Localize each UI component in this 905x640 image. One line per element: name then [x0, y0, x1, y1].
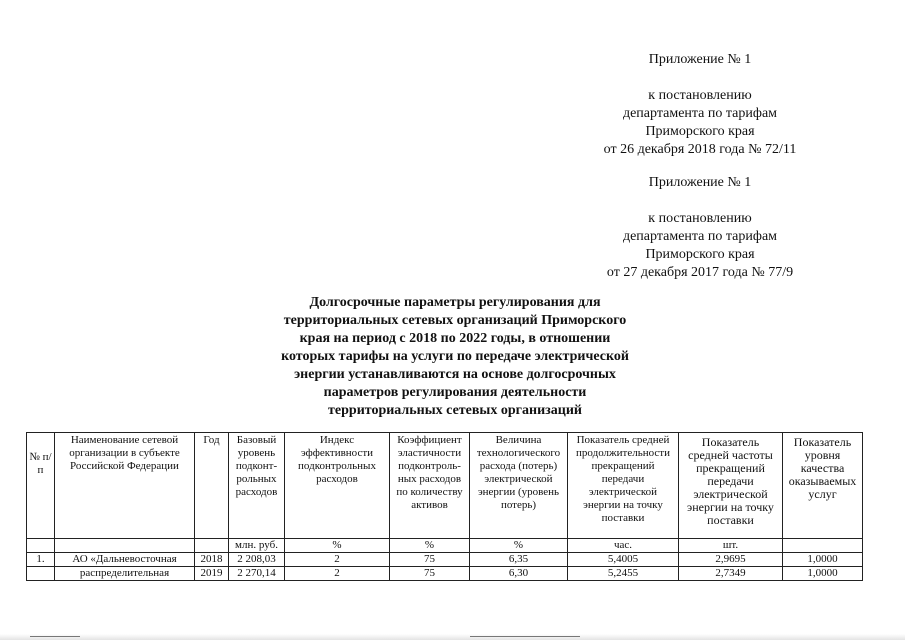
efficiency-index-cell: 2	[285, 553, 390, 567]
base-level-cell: 2 208,03	[229, 553, 285, 567]
table-row	[27, 553, 863, 567]
elasticity-cell: 75	[390, 553, 470, 567]
units-row	[27, 539, 863, 553]
appendix-line: департамента по тарифам	[622, 229, 778, 244]
appendix-heading: Приложение № 1	[648, 175, 752, 190]
quality-cell: 1,0000	[783, 553, 863, 567]
document-title	[250, 294, 660, 420]
year-cell: 2018	[195, 553, 229, 567]
unit-cell	[195, 539, 229, 553]
header-cell: Базовый уровень подконт-рольных расходов	[229, 433, 285, 539]
frequency-cell: 2,7349	[679, 567, 783, 581]
appendix-original-block	[590, 174, 810, 282]
organization-name: АО «Дальневосточная	[55, 553, 195, 567]
losses-cell: 6,35	[470, 553, 568, 567]
title-line: края на период с 2018 по 2022 годы, в отношении	[299, 331, 611, 346]
unit-cell	[783, 539, 863, 553]
unit-cell: %	[390, 539, 470, 553]
appendix-heading: Приложение № 1	[648, 52, 752, 67]
row-number: 1.	[27, 553, 55, 567]
header-cell: Коэффициент эластичности подконтроль-ных расходов по количеству активов	[390, 433, 470, 539]
unit-cell: %	[285, 539, 390, 553]
title-line: территориальных сетевых организаций Приморского	[283, 313, 627, 328]
scan-bottom-edge	[0, 634, 905, 640]
header-cell: Индекс эффективности подконтрольных расходов	[285, 433, 390, 539]
header-cell: Показатель уровня качества оказываемых услуг	[783, 433, 863, 539]
row-number	[27, 567, 55, 581]
unit-cell: час.	[568, 539, 679, 553]
table-header-row	[27, 433, 863, 539]
header-cell: Показатель средней продолжительности прекращений передачи электрической энергии на точку поставки	[568, 433, 679, 539]
unit-cell	[55, 539, 195, 553]
appendix-line: департамента по тарифам	[622, 106, 778, 121]
appendix-line: Приморского края	[645, 247, 755, 262]
scan-artifact-line	[30, 636, 80, 637]
base-level-cell: 2 270,14	[229, 567, 285, 581]
duration-cell: 5,2455	[568, 567, 679, 581]
title-line: которых тарифы на услуги по передаче электрической	[281, 349, 629, 364]
unit-cell	[27, 539, 55, 553]
quality-cell: 1,0000	[783, 567, 863, 581]
losses-cell: 6,30	[470, 567, 568, 581]
title-line: территориальных сетевых организаций	[328, 403, 582, 418]
title-line: Долгосрочные параметры регулирования для	[309, 295, 601, 310]
appendix-date: от 27 декабря 2017 года № 77/9	[606, 265, 794, 280]
title-line: параметров регулирования деятельности	[323, 385, 587, 400]
efficiency-index-cell: 2	[285, 567, 390, 581]
appendix-line: к постановлению	[648, 211, 752, 226]
header-cell: Наименование сетевой организации в субъекте Российской Федерации	[55, 433, 195, 539]
organization-name: распределительная	[55, 567, 195, 581]
duration-cell: 5,4005	[568, 553, 679, 567]
title-line: энергии устанавливаются на основе долгосрочных	[294, 367, 616, 382]
header-cell: Показатель средней частоты прекращений передачи электрической энергии на точку поставки	[679, 433, 783, 539]
unit-cell: %	[470, 539, 568, 553]
parameters-table	[26, 432, 863, 581]
unit-cell: шт.	[679, 539, 783, 553]
year-cell: 2019	[195, 567, 229, 581]
frequency-cell: 2,9695	[679, 553, 783, 567]
header-cell: Величина технологического расхода (потерь) электрической энергии (уровень потерь)	[470, 433, 568, 539]
appendix-current-block	[590, 51, 810, 159]
appendix-line: Приморского края	[645, 124, 755, 139]
elasticity-cell: 75	[390, 567, 470, 581]
header-cell: Год	[195, 433, 229, 539]
appendix-date: от 26 декабря 2018 года № 72/11	[603, 142, 797, 157]
header-cell: № п/п	[27, 433, 55, 539]
appendix-line: к постановлению	[648, 88, 752, 103]
scan-artifact-line	[470, 636, 580, 637]
unit-cell: млн. руб.	[229, 539, 285, 553]
table-row	[27, 567, 863, 581]
